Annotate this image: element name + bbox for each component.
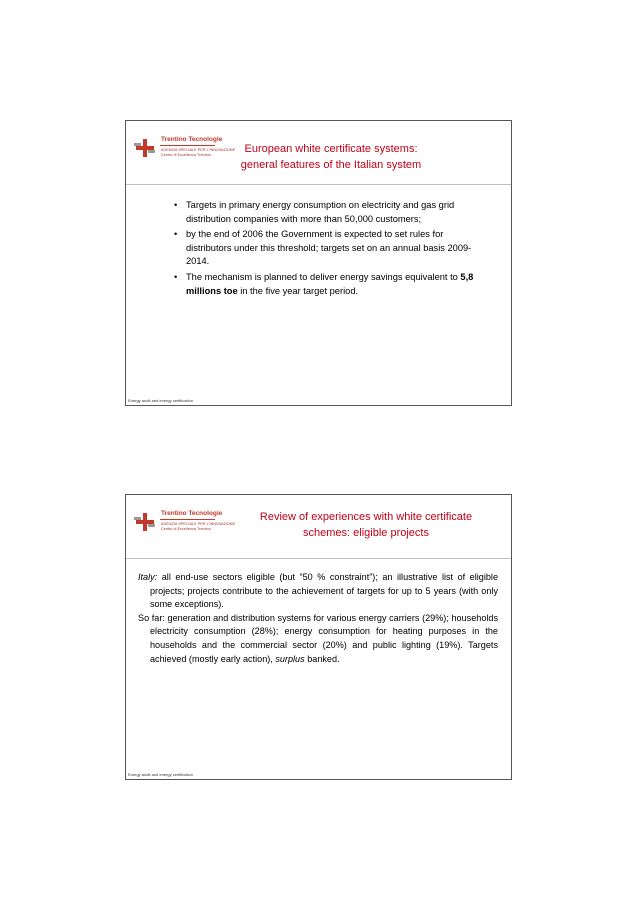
logo-brand: Trentino Tecnologie: [161, 136, 223, 143]
slide-footer: Energy audit and energy certification: [128, 772, 193, 777]
logo-subtitle-1: AGENZIA SPECIALE PER L'INNOVAZIONE: [161, 148, 236, 152]
slide-title: [236, 509, 496, 541]
logo-brand: Trentino Tecnologie: [161, 510, 223, 517]
paragraph-text: all end-use sectors eligible (but “50 % constraint”); an illustrative list of eligible projects; projects contribute to the achievement of targets for up to 5 years (with only some exceptions).: [150, 572, 498, 610]
logo-mark-icon: [134, 511, 156, 533]
bullet-list: [174, 199, 484, 300]
paragraph-italic-word: surplus: [275, 653, 305, 664]
trentino-tecnologie-logo: [134, 507, 236, 543]
slide-title-line-1: Review of experiences with white certificate: [259, 511, 473, 523]
slide-title-line-1: European white certificate systems:: [244, 143, 418, 155]
paragraph-text-end: banked.: [304, 653, 340, 664]
paragraph-so-far: [138, 612, 498, 666]
logo-rule: [160, 145, 215, 146]
logo-mark-icon: [134, 137, 156, 159]
paragraph-lead: Italy:: [138, 572, 158, 582]
slide-header: [126, 121, 511, 185]
slide-1: [125, 120, 512, 406]
bullet-text-end: in the five year target period.: [237, 285, 359, 296]
paragraph-italy: [138, 571, 498, 612]
slide-footer: Energy audit and energy certification: [128, 398, 193, 403]
slide-2: [125, 494, 512, 780]
slide-title-line-2: general features of the Italian system: [240, 159, 422, 171]
bullet-item: • Targets in primary energy consumption on electricity and gas grid distribution companies with more than 50,000 customers;: [174, 199, 484, 226]
logo-rule: [160, 519, 215, 520]
paragraph-text: So far: generation and distribution systems for various energy carriers (29%); households electricity consumption (28%); energy consumption for heating purposes in the households and the commercial sector (20%) and public lighting (19%). Targets achieved (mostly early action),: [138, 612, 498, 664]
trentino-tecnologie-logo: [134, 133, 236, 169]
slide-body: [138, 571, 498, 666]
slide-header: [126, 495, 511, 559]
logo-subtitle-1: AGENZIA SPECIALE PER L'INNOVAZIONE: [161, 522, 236, 526]
bullet-item: [174, 271, 484, 298]
bullet-item: • by the end of 2006 the Government is expected to set rules for distributors under this threshold; targets set on an annual basis 2009-2014.: [174, 228, 484, 269]
logo-subtitle-2: Centro di Eccellenza Trentino: [161, 527, 211, 531]
slide-title: [226, 141, 436, 173]
bullet-text: The mechanism is planned to deliver energy savings equivalent to: [186, 271, 461, 282]
slide-title-line-2: schemes: eligible projects: [303, 527, 429, 539]
bullet-bold-value: 5,8 millions toe: [186, 271, 474, 296]
logo-subtitle-2: Centro di Eccellenza Trentino: [161, 153, 211, 157]
